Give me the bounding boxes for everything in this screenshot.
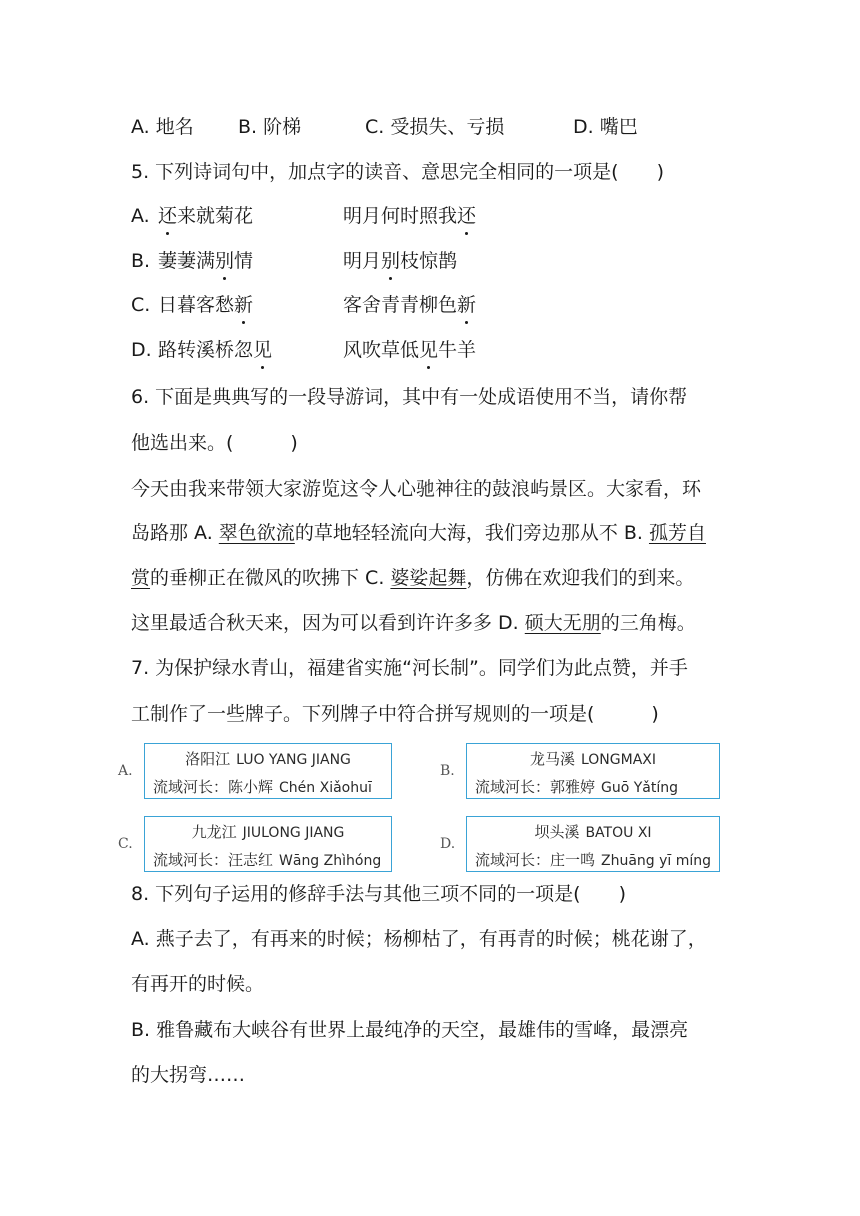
sign-title: 龙马溪 LONGMAXI: [529, 750, 657, 768]
q6-passage-line2: 岛路那 A. 翠色欲流的草地轻轻流向大海，我们旁边那从不 B. 孤芳自: [131, 522, 706, 544]
q6-passage-line1: 今天由我来带领大家游览这令人心驰神往的鼓浪屿景区。大家看，环: [131, 478, 702, 500]
idiom-b-cont[interactable]: 赏: [131, 567, 151, 589]
right-verse: 明月何时照我还: [343, 205, 477, 227]
q5-option-b[interactable]: [131, 248, 458, 274]
dotted-char: 新: [457, 294, 477, 316]
sign-body: 流域河长：陈小辉 Chén Xiǎohuī: [153, 778, 372, 796]
dotted-char: 新: [234, 294, 254, 316]
left-verse: 路转溪桥忽见: [158, 339, 273, 361]
sign-body: 流域河长：汪志红 Wāng Zhìhóng: [153, 851, 382, 869]
option-letter: A.: [131, 205, 150, 227]
dotted-char: 别: [215, 250, 235, 272]
q6-passage-line3: 赏的垂柳正在微风的吹拂下 C. 婆娑起舞，仿佛在欢迎我们的到来。: [131, 567, 695, 589]
sign-a[interactable]: [144, 743, 392, 799]
option-letter: C.: [131, 294, 151, 316]
dotted-char: 还: [457, 205, 477, 227]
idiom-c[interactable]: 婆娑起舞: [390, 567, 467, 589]
q4-option-a[interactable]: A. 地名: [131, 116, 194, 138]
q7-stem-line2: 工制作了一些牌子。下列牌子中符合拼写规则的一项是( ): [131, 703, 659, 725]
dotted-char: 别: [381, 250, 401, 272]
sign-title: 坝头溪 BATOU XI: [534, 823, 652, 841]
q6-stem-line2: 他选出来。( ): [131, 432, 298, 454]
right-verse: 风吹草低见牛羊: [343, 339, 477, 361]
sign-label-c: C.: [118, 836, 133, 852]
q5-option-a[interactable]: [131, 203, 477, 229]
sign-title: 洛阳江 LUO YANG JIANG: [185, 750, 351, 768]
left-verse: 萋萋满别情: [158, 250, 254, 272]
q4-option-b[interactable]: B. 阶梯: [238, 116, 302, 138]
sign-title: 九龙江 JIULONG JIANG: [191, 823, 345, 841]
right-verse: 客舍青青柳色新: [343, 294, 477, 316]
option-letter: D.: [131, 339, 152, 361]
dotted-char: 还: [158, 205, 178, 227]
dotted-char: 见: [419, 339, 439, 361]
right-verse: 明月别枝惊鹊: [343, 250, 458, 272]
sign-body: 流域河长：庄一鸣 Zhuāng yī míng: [475, 851, 712, 869]
sign-body: 流域河长：郭雅婷 Guō Yǎtíng: [475, 778, 679, 796]
sign-b[interactable]: [466, 743, 720, 799]
q8-option-a-line2[interactable]: 有再开的时候。: [131, 973, 265, 995]
q7-stem-line1: 7. 为保护绿水青山，福建省实施“河长制”。同学们为此点赞，并手: [131, 657, 688, 679]
q5-stem: 5. 下列诗词句中，加点字的读音、意思完全相同的一项是( ): [131, 161, 664, 183]
sign-c[interactable]: [144, 816, 392, 872]
q8-option-b-line2[interactable]: 的大拐弯……: [131, 1064, 246, 1086]
q5-option-d[interactable]: [131, 337, 477, 363]
idiom-d[interactable]: 硕大无朋: [524, 612, 601, 634]
q6-stem-line1: 6. 下面是典典写的一段导游词，其中有一处成语使用不当，请你帮: [131, 386, 688, 408]
q8-option-b-line1[interactable]: B. 雅鲁藏布大峡谷有世界上最纯净的天空，最雄伟的雪峰，最漂亮: [131, 1019, 689, 1041]
sign-d[interactable]: [466, 816, 720, 872]
idiom-b[interactable]: 孤芳自: [648, 522, 706, 544]
sign-label-d: D.: [440, 836, 456, 852]
sign-label-a: A.: [118, 763, 133, 779]
dotted-char: 见: [253, 339, 273, 361]
left-verse: 日暮客愁新: [158, 294, 254, 316]
q4-option-c[interactable]: C. 受损失、亏损: [365, 116, 505, 138]
option-letter: B.: [131, 250, 151, 272]
q8-stem: 8. 下列句子运用的修辞手法与其他三项不同的一项是( ): [131, 883, 626, 905]
q8-option-a-line1[interactable]: A. 燕子去了，有再来的时候；杨柳枯了，有再青的时候；桃花谢了，: [131, 928, 707, 950]
sign-label-b: B.: [440, 763, 455, 779]
q5-option-c[interactable]: [131, 292, 477, 318]
q4-option-d[interactable]: D. 嘴巴: [573, 116, 638, 138]
left-verse: 还来就菊花: [158, 205, 254, 227]
idiom-a[interactable]: 翠色欲流: [218, 522, 295, 544]
q6-passage-line4: 这里最适合秋天来，因为可以看到许许多多 D. 硕大无朋的三角梅。: [131, 612, 696, 634]
